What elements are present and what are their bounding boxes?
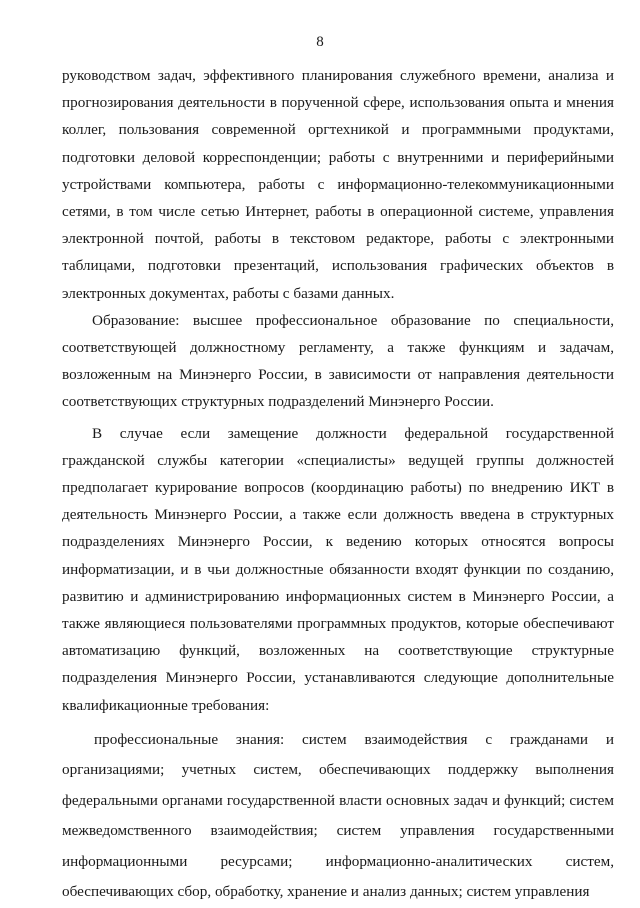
document-body: [62, 62, 614, 908]
paragraph-skills-continued: руководством задач, эффективного планирования служебного времени, анализа и прогнозирования деятельности в порученной сфере, использования опыта и мнения коллег, пользования современной оргтехникой и программными продуктами, подготовки деловой корреспонденции; работы с внутренними и периферийными устройствами компьютера, работы с информационно-телекоммуникационными сетями, в том числе сетью Интернет, работы в операционной системе, управления электронной почтой, работы в текстовом редакторе, работы с электронными таблицами, подготовки презентаций, использования графических объектов в электронных документах, работы с базами данных.: [62, 67, 614, 302]
paragraph-ict-requirements: В случае если замещение должности федеральной государственной гражданской службы категории «специалисты» ведущей группы должностей предполагает курирование вопросов (координацию работы) по внедрению ИКТ в деятельность Минэнерго России, а также если должность введена в структурных подразделениях Минэнерго России, к ведению которых относятся вопросы информатизации, и в чьи должностные обязанности входят функции по созданию, развитию и администрированию информационных систем в Минэнерго России, а также являющиеся пользователями программных продуктов, которые обеспечивают автоматизацию функций, возложенных на соответствующие структурные подразделения Минэнерго России, устанавливаются следующие дополнительные квалификационные требования:: [62, 424, 614, 714]
paragraph-education: Образование: высшее профессиональное образование по специальности, соответствующей должностному регламенту, а также функциям и задачам, возложенным на Минэнерго России, в зависимости от направления деятельности соответствующих структурных подразделений Минэнерго России.: [62, 311, 614, 411]
page-number: 8: [316, 34, 324, 50]
paragraph-professional-knowledge: профессиональные знания: систем взаимодействия с гражданами и организациями; учетных систем, обеспечивающих поддержку выполнения федеральными органами государственной власти основных задач и функций; систем межведомственного взаимодействия; систем управления государственными информационными ресурсами; информационно-аналитических систем, обеспечивающих сбор, обработку, хранение и анализ данных; систем управления: [62, 730, 614, 901]
